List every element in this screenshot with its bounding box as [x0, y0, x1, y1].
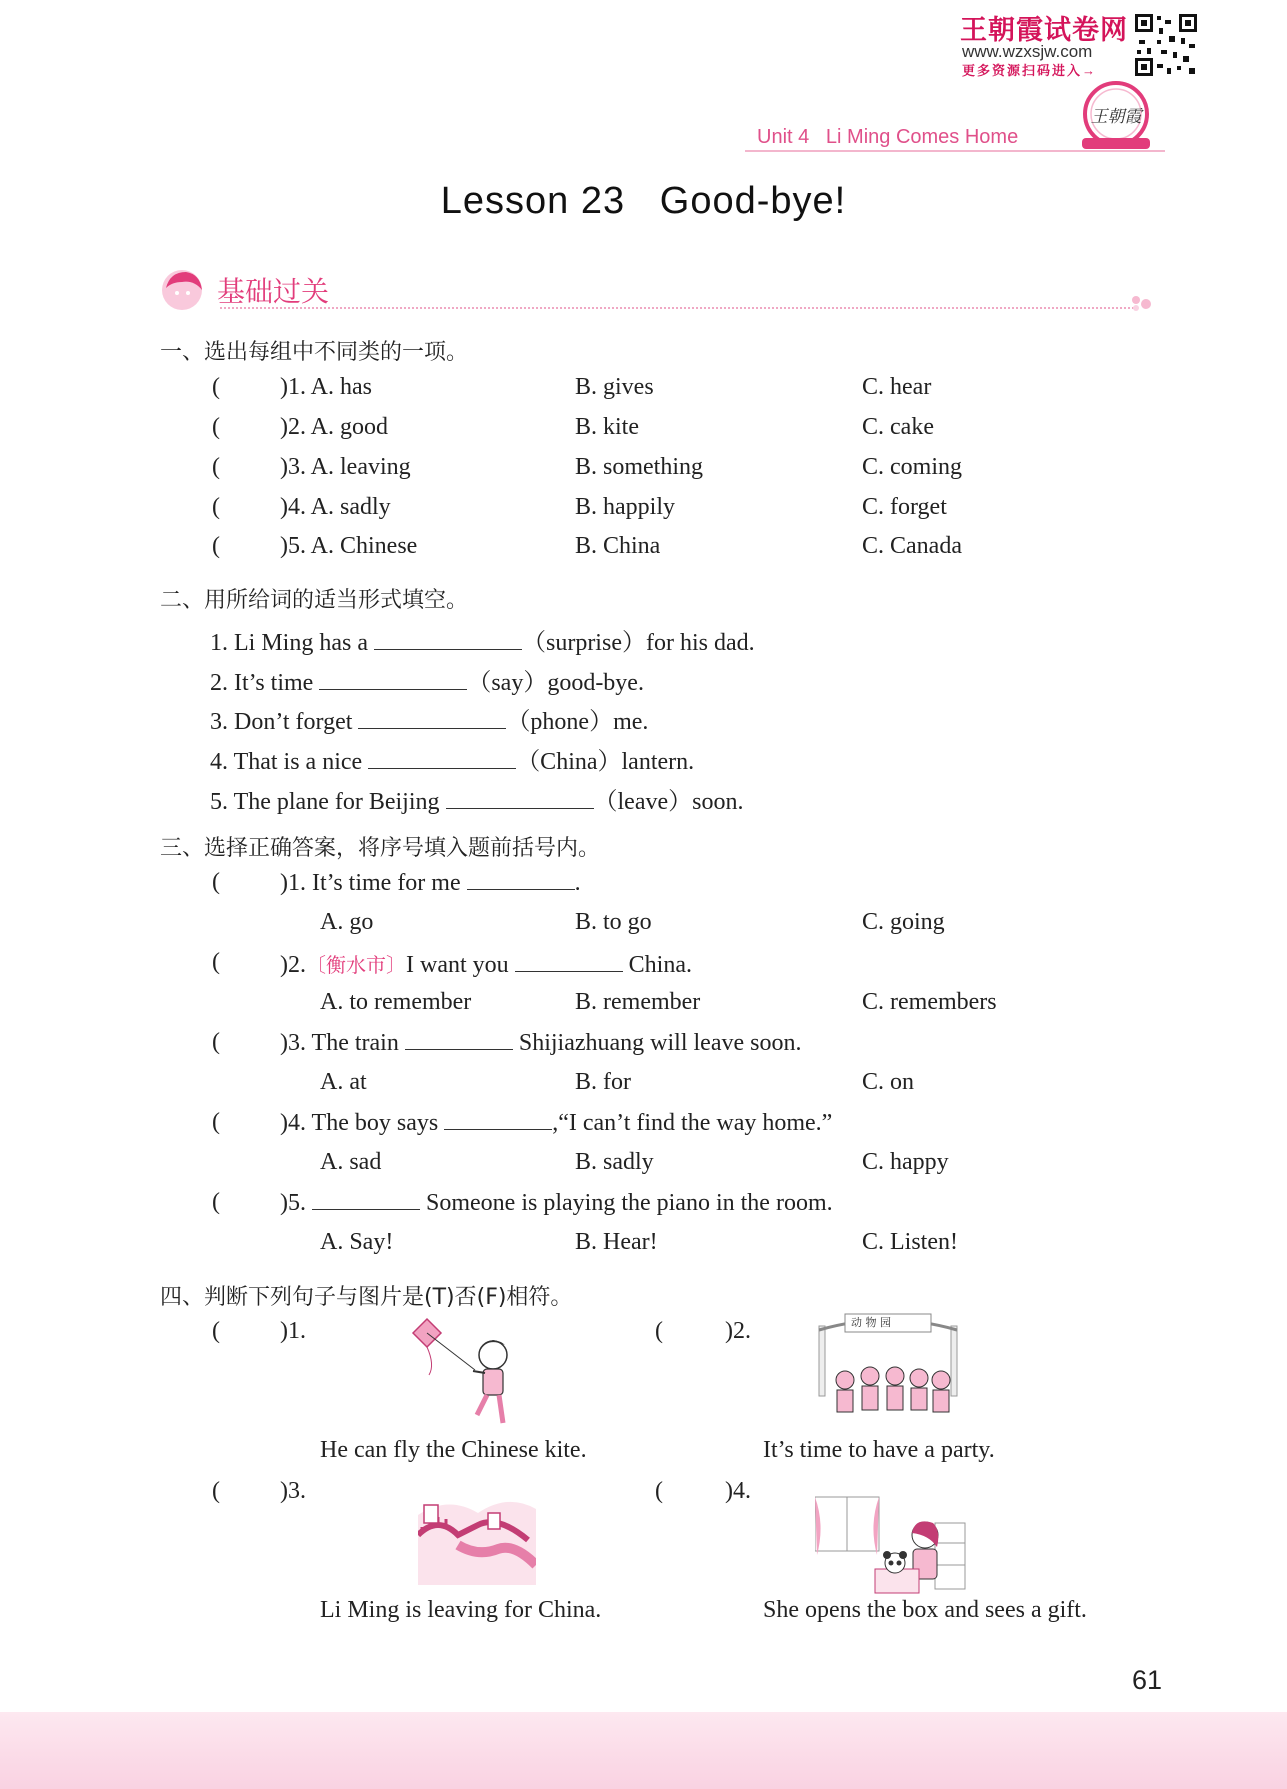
- girl-gift-box-picture: [815, 1495, 970, 1595]
- fill-blank[interactable]: [444, 1109, 552, 1130]
- section-label-text: 基础过关: [217, 275, 330, 308]
- part3-heading: 三、选择正确答案，将序号填入题前括号内。: [160, 836, 601, 861]
- fill-blank[interactable]: [374, 629, 522, 650]
- part2-item-2: [210, 662, 644, 697]
- part2-item-3: [210, 701, 648, 736]
- item-number: )1.: [280, 1318, 306, 1344]
- option-a: )4. A. sadly: [280, 494, 391, 520]
- option-c: C. hear: [862, 374, 932, 400]
- item-number: )3.: [280, 1478, 306, 1504]
- option-a[interactable]: A. Say!: [320, 1229, 394, 1255]
- option-b: B. happily: [575, 494, 675, 520]
- question-text-end: .: [574, 870, 581, 896]
- fill-blank[interactable]: [446, 788, 594, 809]
- sentence-end: （leave）soon.: [593, 789, 744, 815]
- sentence-start: 4. That is a nice: [210, 749, 363, 775]
- part2-item-5: [210, 781, 743, 816]
- option-a[interactable]: A. sad: [320, 1149, 382, 1175]
- sentence-start: 1. Li Ming has a: [210, 630, 368, 656]
- question-number: )5.: [280, 1190, 306, 1216]
- section-divider: [220, 307, 1138, 309]
- option-b[interactable]: B. for: [575, 1069, 631, 1095]
- part2-item-1: [210, 622, 755, 657]
- item-caption: Li Ming is leaving for China.: [320, 1597, 602, 1623]
- question-text: )3. The train: [280, 1030, 399, 1056]
- question-text-end: ,“I can’t find the way home.”: [552, 1110, 833, 1136]
- item-number: )2.: [725, 1318, 751, 1344]
- unit-title: Li Ming Comes Home: [825, 126, 1019, 148]
- unit-number: Unit 4: [757, 126, 810, 148]
- option-c: C. cake: [862, 414, 934, 440]
- option-c[interactable]: C. remembers: [862, 989, 997, 1015]
- question-text: Someone is playing the piano in the room.: [426, 1190, 833, 1216]
- question-text-end: China.: [628, 952, 692, 978]
- sentence-start: 5. The plane for Beijing: [210, 789, 440, 815]
- header-divider: [745, 150, 1165, 152]
- footer-band: [0, 1712, 1287, 1789]
- option-a[interactable]: A. at: [320, 1069, 367, 1095]
- option-c[interactable]: C. happy: [862, 1149, 949, 1175]
- question-text-end: Shijiazhuang will leave soon.: [518, 1030, 802, 1056]
- option-a: )5. A. Chinese: [280, 533, 418, 559]
- answer-paren[interactable]: (: [212, 1189, 220, 1215]
- option-a: )2. A. good: [280, 414, 388, 440]
- sentence-end: （China）lantern.: [516, 749, 695, 775]
- option-a: )3. A. leaving: [280, 454, 411, 480]
- sentence-start: 2. It’s time: [210, 670, 314, 696]
- page-number: 61: [1132, 1665, 1163, 1695]
- answer-paren[interactable]: (: [212, 1478, 220, 1504]
- option-c[interactable]: C. going: [862, 909, 945, 935]
- scan-hint: 更多资源扫码进入→: [962, 63, 1098, 78]
- brand-url: www.wzxsjw.com: [962, 42, 1093, 61]
- option-b: B. kite: [575, 414, 639, 440]
- answer-paren[interactable]: (: [212, 1109, 220, 1135]
- answer-paren[interactable]: (: [212, 949, 220, 975]
- fill-blank[interactable]: [515, 951, 623, 972]
- answer-paren[interactable]: (: [212, 1318, 220, 1344]
- fill-blank[interactable]: [368, 748, 516, 769]
- sentence-end: （phone）me.: [506, 709, 649, 735]
- kite-boy-picture: [405, 1315, 515, 1430]
- option-c: C. coming: [862, 454, 962, 480]
- answer-paren[interactable]: (: [212, 374, 220, 400]
- answer-paren[interactable]: (: [212, 414, 220, 440]
- option-b[interactable]: B. Hear!: [575, 1229, 658, 1255]
- option-b[interactable]: B. to go: [575, 909, 652, 935]
- option-c: C. Canada: [862, 533, 962, 559]
- answer-paren[interactable]: (: [212, 454, 220, 480]
- section-label: [160, 268, 330, 312]
- option-a: )1. A. has: [280, 374, 372, 400]
- option-c[interactable]: C. Listen!: [862, 1229, 958, 1255]
- seal-text: 王朝霞: [1090, 107, 1142, 127]
- question-text: )1. It’s time for me: [280, 870, 461, 896]
- part2-heading: 二、用所给词的适当形式填空。: [160, 588, 469, 613]
- item-caption: He can fly the Chinese kite.: [320, 1437, 587, 1463]
- fill-blank[interactable]: [405, 1029, 513, 1050]
- option-b: B. something: [575, 454, 704, 480]
- option-b: B. gives: [575, 374, 654, 400]
- item-caption: It’s time to have a party.: [763, 1437, 995, 1463]
- dots-decoration-icon: [1130, 294, 1160, 312]
- question-number: )2.: [280, 952, 306, 978]
- sentence-end: （say）good-bye.: [467, 670, 644, 696]
- option-c[interactable]: C. on: [862, 1069, 915, 1095]
- option-b[interactable]: B. remember: [575, 989, 701, 1015]
- fill-blank[interactable]: [467, 869, 575, 890]
- answer-paren[interactable]: (: [212, 494, 220, 520]
- part2-item-4: [210, 741, 694, 776]
- fill-blank[interactable]: [319, 669, 467, 690]
- option-c: C. forget: [862, 494, 947, 520]
- girl-head-icon: [160, 268, 208, 312]
- option-a[interactable]: A. to remember: [320, 989, 472, 1015]
- brand-name: 王朝霞试卷网: [960, 15, 1128, 45]
- answer-paren[interactable]: (: [212, 1029, 220, 1055]
- fill-blank[interactable]: [312, 1189, 420, 1210]
- part1-heading: 一、选出每组中不同类的一项。: [160, 340, 469, 365]
- item-caption: She opens the box and sees a gift.: [763, 1597, 1087, 1623]
- item-number: )4.: [725, 1478, 751, 1504]
- part4-heading: 四、判断下列句子与图片是(T)否(F)相符。: [160, 1285, 573, 1310]
- option-a[interactable]: A. go: [320, 909, 374, 935]
- source-tag: 〔衡水市〕: [306, 953, 406, 977]
- unit-breadcrumb: [757, 126, 1018, 149]
- question-text: )4. The boy says: [280, 1110, 439, 1136]
- sentence-end: （surprise）for his dad.: [521, 630, 755, 656]
- brand-seal-logo: [1076, 80, 1156, 152]
- zoo-sign: 动 物 园: [851, 1316, 891, 1329]
- answer-paren[interactable]: (: [655, 1478, 663, 1504]
- qr-code-icon: [1133, 12, 1199, 78]
- option-b[interactable]: B. sadly: [575, 1149, 654, 1175]
- question-text: I want you: [406, 952, 509, 978]
- sentence-start: 3. Don’t forget: [210, 709, 353, 735]
- answer-paren[interactable]: (: [212, 869, 220, 895]
- option-b: B. China: [575, 533, 661, 559]
- fill-blank[interactable]: [358, 708, 506, 729]
- answer-paren[interactable]: (: [212, 533, 220, 559]
- great-wall-picture: [418, 1485, 536, 1585]
- lesson-title: Lesson 23 Good-bye!: [440, 180, 847, 222]
- answer-paren[interactable]: (: [655, 1318, 663, 1344]
